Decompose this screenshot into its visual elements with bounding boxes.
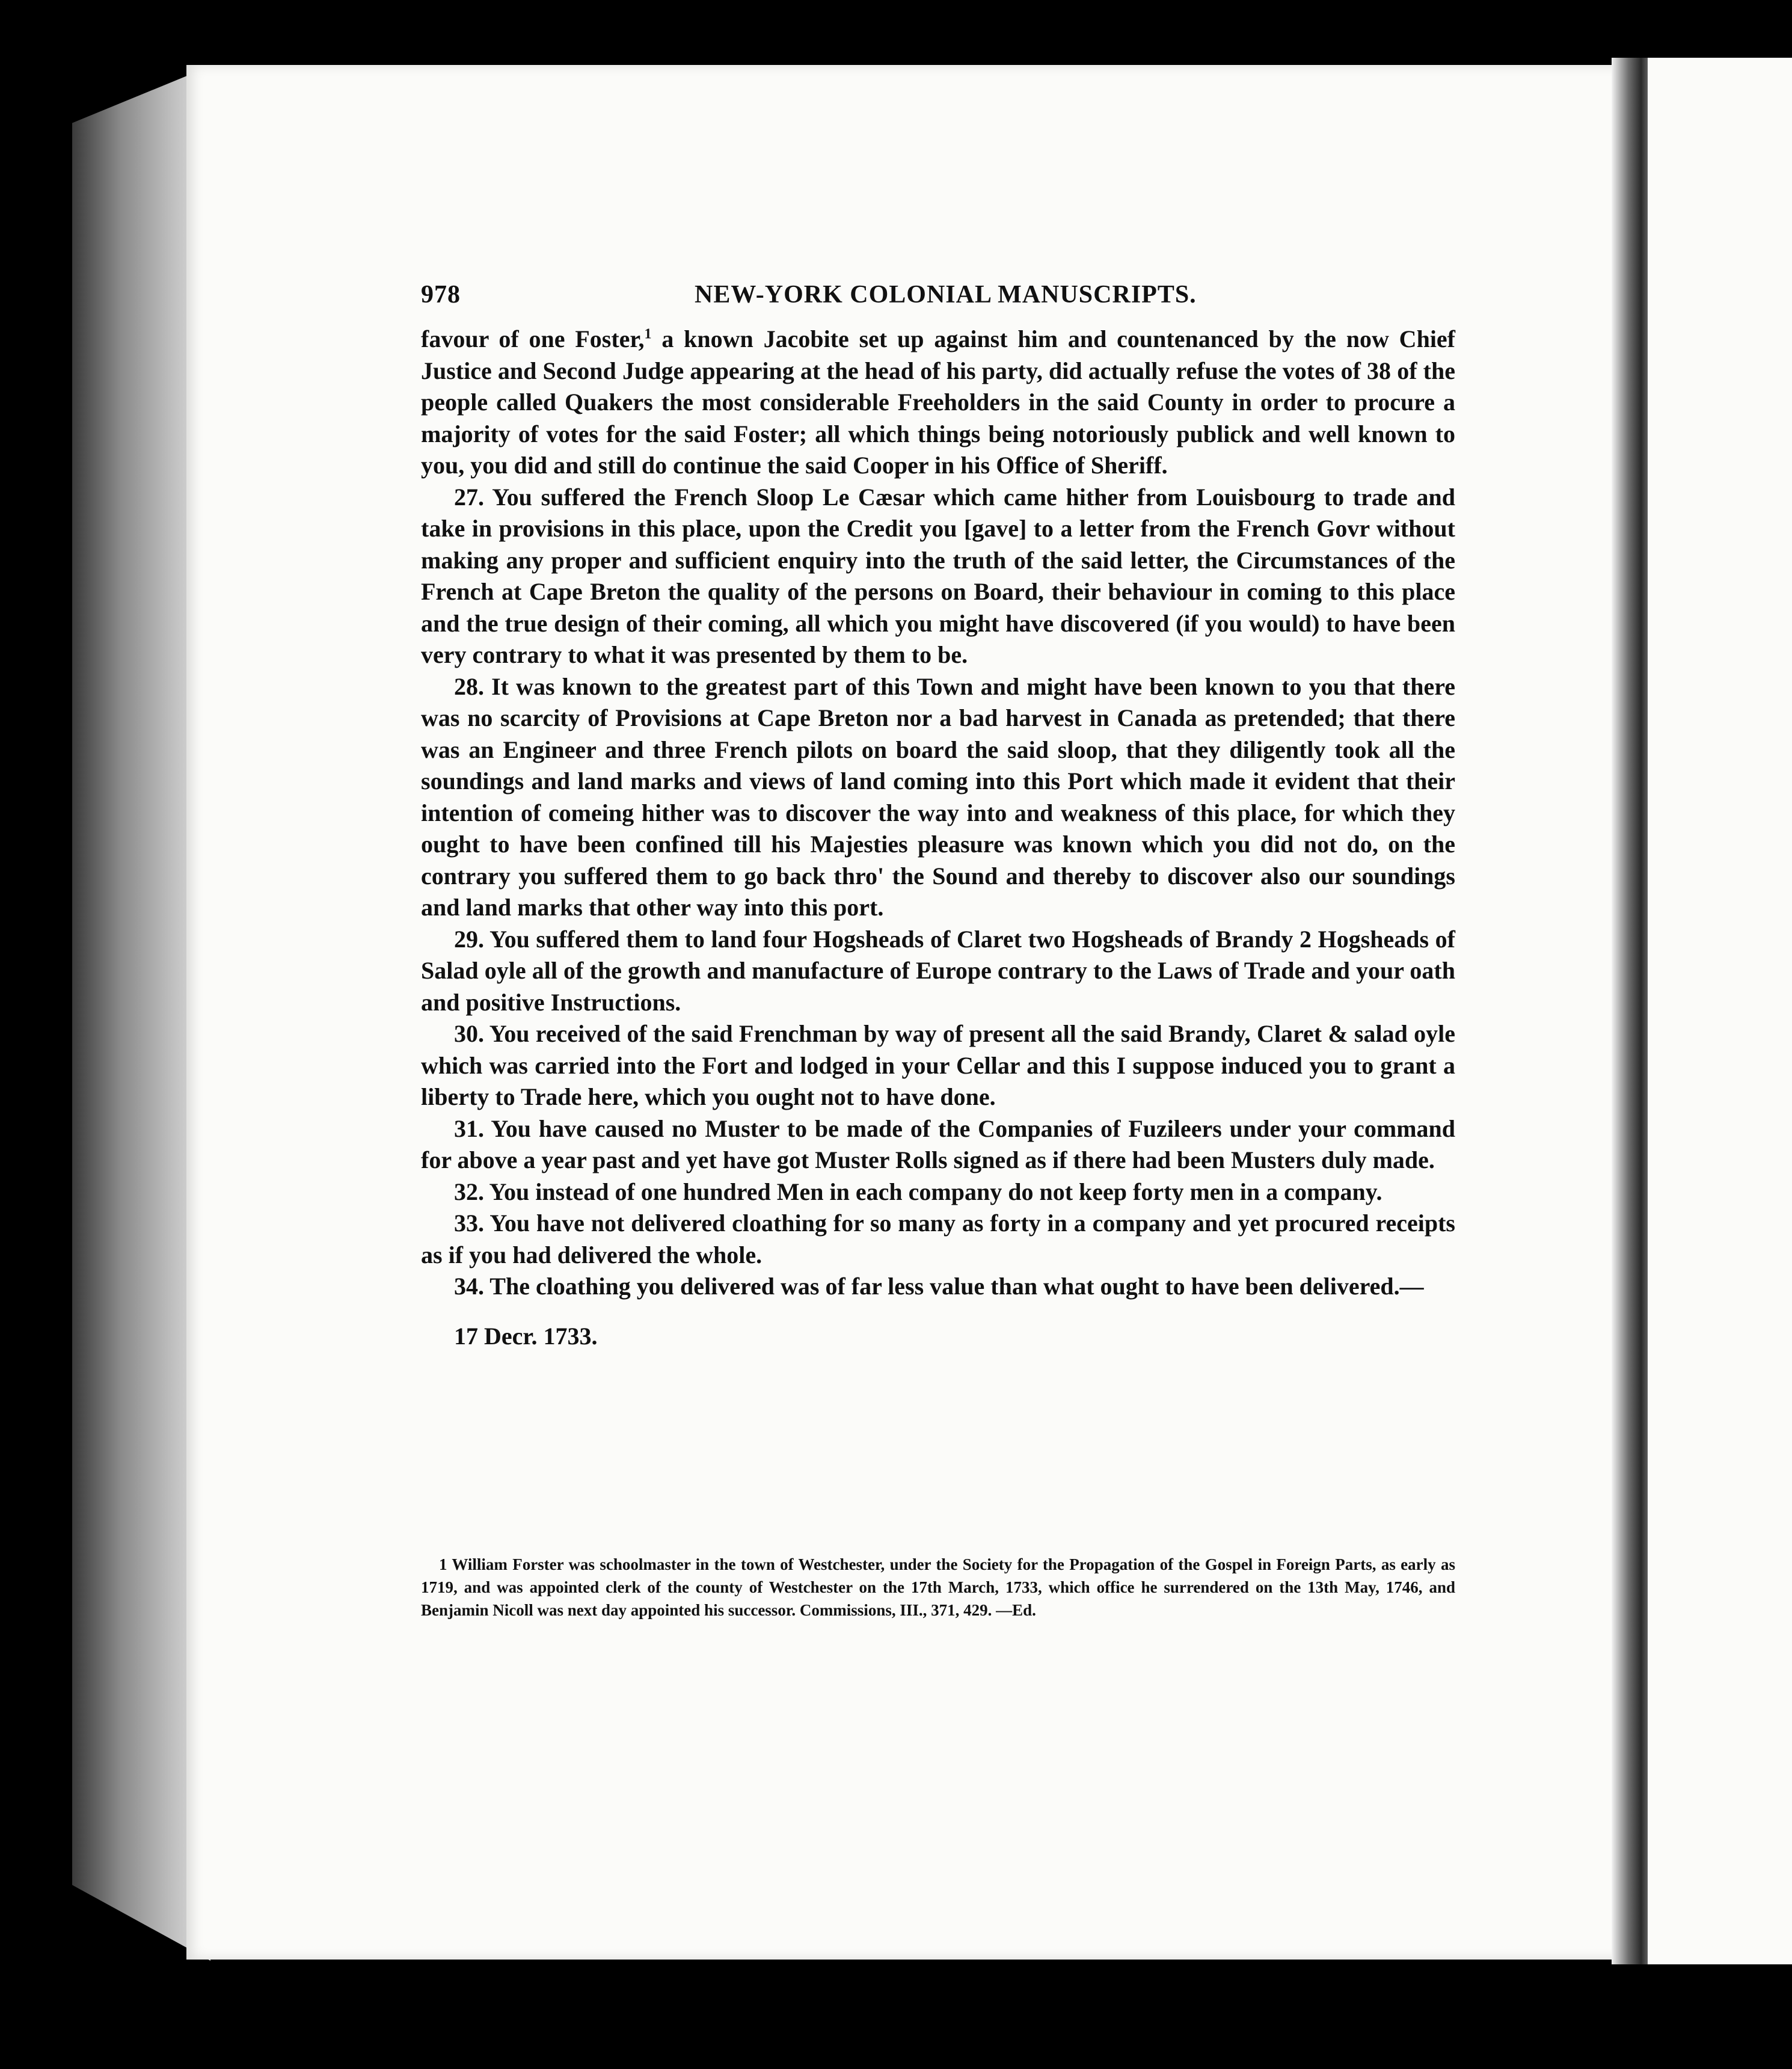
article-33: 33. You have not delivered cloathing for so many as forty in a company and yet procured receipts as if you had delivered the whole. (421, 1210, 1455, 1268)
footnotes (421, 1553, 1455, 1622)
article-27: 27. You suffered the French Sloop Le Cæsar which came hither from Louisbourg to trade and take in provisions in this place, upon the Credit you [gave] to a letter from the French Govr without making any proper and sufficient enquiry into the truth of the said letter, the Circumstances of the French at Cape Breton the quality of the persons on Board, their behaviour in coming to this place and the true design of their coming, all which you might have discovered (if you would) to have been very contrary to what it was presented by them to be. (421, 483, 1455, 668)
body-text (421, 324, 1455, 1352)
article-28: 28. It was known to the greatest part of this Town and might have been known to you that there was no scarcity of Provisions at Cape Breton nor a bad harvest in Canada as pretended; that there was an Engineer and three French pilots on board the said sloop, that they diligently took all the soundings and land marks and views of land coming into this Port which made it evident that their intention of comeing hither was to discover the way into and weakness of this place, for which they ought to have been confined till his Majesties pleasure was known which you did not do, on the contrary you suffered them to go back thro' the Sound and thereby to discover also our soundings and land marks that other way into this port. (421, 672, 1455, 921)
document-date: 17 Decr. 1733. (454, 1322, 598, 1350)
page-header (421, 280, 1455, 316)
paragraph-continuation (421, 324, 1455, 482)
footnote-marker: 1 (644, 326, 652, 342)
article-29: 29. You suffered them to land four Hogsheads of Claret two Hogsheads of Brandy 2 Hogsheads of Salad oyle all of the growth and manufacture of Europe contrary to the Laws of Trade and your oath and positive Instructions. (421, 925, 1455, 1016)
article-31: 31. You have caused no Muster to be made of the Companies of Fuzileers under your command for above a year past and yet have got Muster Rolls signed as if there had been Musters duly made. (421, 1114, 1455, 1173)
footnote-1: 1 William Forster was schoolmaster in the town of Westchester, under the Society for the Propagation of the Gospel in Foreign Parts, as early as 1719, and was appointed clerk of the county of Westchester on the 17th March, 1733, which office he surrendered on the 13th May, 1746, and Benjamin Nicoll was next day appointed his successor. Commissions, III., 371, 429. —Ed. (421, 1555, 1455, 1619)
paragraph-text: favour of one Foster, (421, 325, 645, 352)
paragraph-text: a known Jacobite set up against him and countenanced by the now Chief Justice and Second Judge appearing at the head of his party, did actually refuse the votes of 38 of the people called Quakers the most considerable Freeholders in the said County in order to procure a majority of votes for the said Foster; all which things being notoriously publick and well known to you, you did and still do continue the said Cooper in his Office of Sheriff. (421, 325, 1456, 479)
article-32: 32. You instead of one hundred Men in each company do not keep forty men in a company. (454, 1178, 1382, 1205)
running-head: NEW-YORK COLONIAL MANUSCRIPTS. (695, 281, 1197, 309)
page-number: 978 (421, 281, 461, 309)
article-30: 30. You received of the said Frenchman by way of present all the said Brandy, Claret & salad oyle which was carried into the Fort and lodged in your Cellar and this I suppose induced you to grant a liberty to Trade here, which you ought not to have done. (421, 1020, 1455, 1110)
article-34: 34. The cloathing you delivered was of far less value than what ought to have been delivered.— (454, 1273, 1424, 1300)
facing-page (1648, 58, 1792, 1964)
